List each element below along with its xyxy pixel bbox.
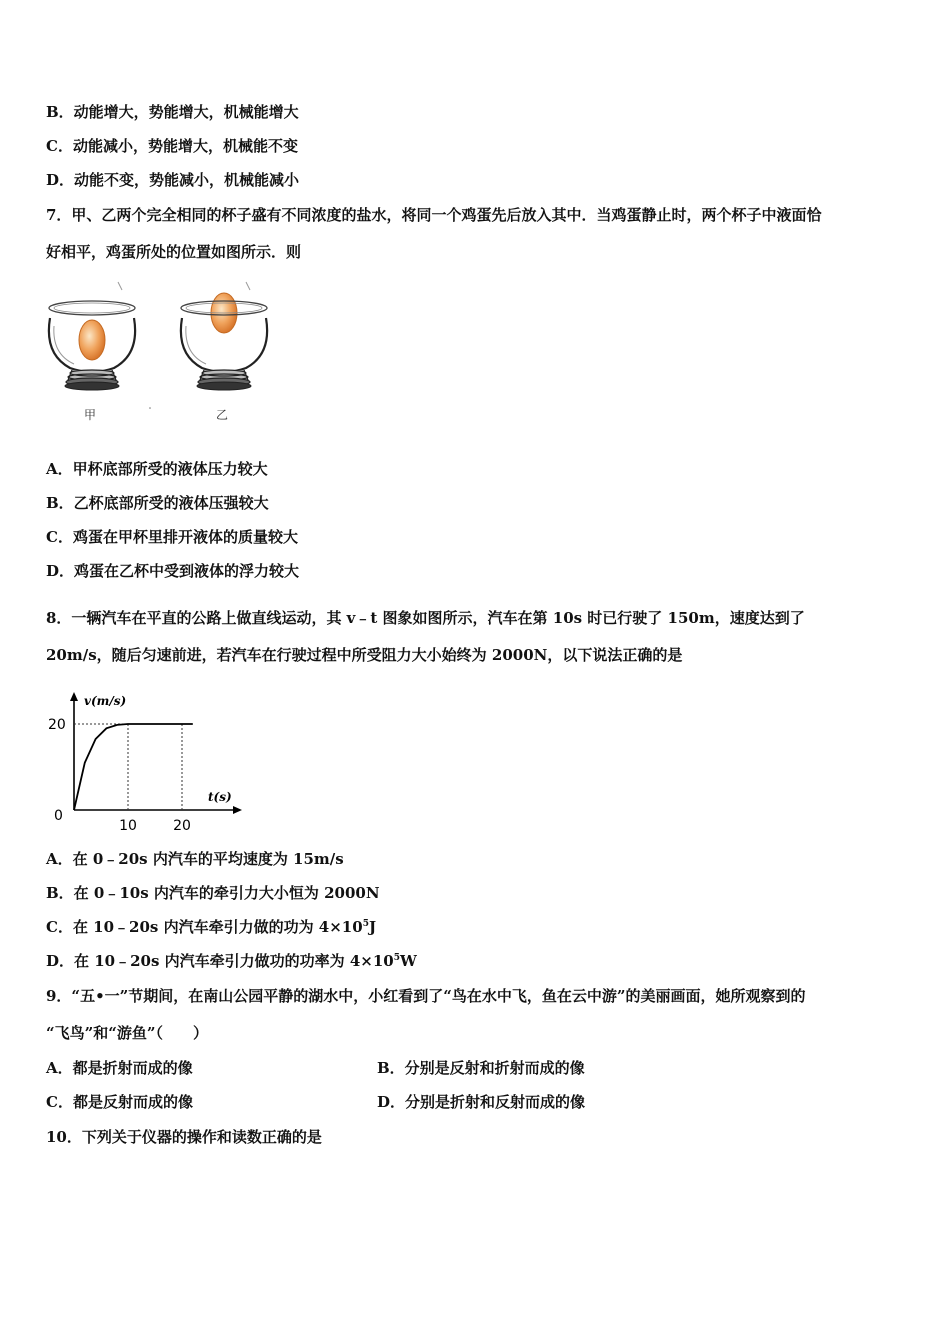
q8-option-c: C．在 10﹣20s 内汽车牵引力做的功为 $4\times 10^5J$ (46, 918, 377, 936)
q9-option-a: A．都是折射而成的像 (46, 1059, 193, 1077)
egg-in-cup-jia (79, 320, 105, 360)
q9-option-b: B．分别是反射和折射而成的像 (377, 1059, 585, 1077)
x-axis-label: t(s) (208, 790, 232, 804)
q8-option-d: D．在 10﹣20s 内汽车牵引力做功的功率为 $4\times 10^5W$ (46, 952, 417, 970)
x-tick-10: 10 (119, 818, 137, 834)
q7-stem-line2: 好相平，鸡蛋所处的位置如图所示．则 (46, 243, 302, 261)
x-tick-20: 20 (173, 818, 191, 834)
vt-chart (40, 688, 250, 838)
q8-stem-line2: 20m/s，随后匀速前进，若汽车在行驶过程中所受阻力大小始终为 2000N，以下说法正确的是 (46, 646, 683, 664)
q9-stem-line1: 9．“五•一”节期间，在南山公园平静的湖水中，小红看到了“鸟在水中飞，鱼在云中游”的美丽画面，她所观察到的 (46, 987, 806, 1005)
q6-option-c: C．动能减小，势能增大，机械能不变 (46, 137, 298, 155)
origin-label: 0 (54, 808, 63, 824)
y-axis-label: v(m/s) (84, 694, 127, 708)
q9-option-d: D．分别是折射和反射而成的像 (377, 1093, 586, 1111)
cup-yi-label: 乙 (216, 408, 229, 422)
q6-option-d: D．动能不变，势能减小，机械能减小 (46, 171, 300, 189)
q7-cups-figure (40, 276, 280, 426)
q8-option-b: B．在 0﹣10s 内汽车的牵引力大小恒为 2000N (46, 884, 380, 902)
q7-option-c: C．鸡蛋在甲杯里排开液体的质量较大 (46, 528, 298, 546)
cup-jia-label: 甲 (84, 408, 97, 422)
velocity-series-line (74, 724, 193, 810)
q7-option-a: A．甲杯底部所受的液体压力较大 (46, 460, 268, 478)
y-tick-20: 20 (48, 717, 66, 733)
x-axis-arrow (233, 806, 242, 814)
q7-option-d: D．鸡蛋在乙杯中受到液体的浮力较大 (46, 562, 300, 580)
q7-option-b: B．乙杯底部所受的液体压强较大 (46, 494, 269, 512)
q8-stem-line1: 8．一辆汽车在平直的公路上做直线运动，其 v﹣t 图象如图所示，汽车在第 10s 时已行驶了 150m，速度达到了 (46, 609, 805, 627)
q9-stem-line2: “飞鸟”和“游鱼”（ ） (46, 1024, 209, 1042)
cup-yi (181, 282, 267, 390)
cup-jia (49, 282, 135, 390)
q7-stem-line1: 7．甲、乙两个完全相同的杯子盛有不同浓度的盐水，将同一个鸡蛋先后放入其中．当鸡蛋静止时，两个杯子中液面恰 (46, 206, 822, 224)
q6-option-b: B．动能增大，势能增大，机械能增大 (46, 103, 299, 121)
q9-option-c: C．都是反射而成的像 (46, 1093, 193, 1111)
y-axis-arrow (70, 692, 78, 701)
q10-stem: 10．下列关于仪器的操作和读数正确的是 (46, 1128, 322, 1146)
q8-option-a: A．在 0﹣20s 内汽车的平均速度为 15m/s (46, 850, 344, 868)
